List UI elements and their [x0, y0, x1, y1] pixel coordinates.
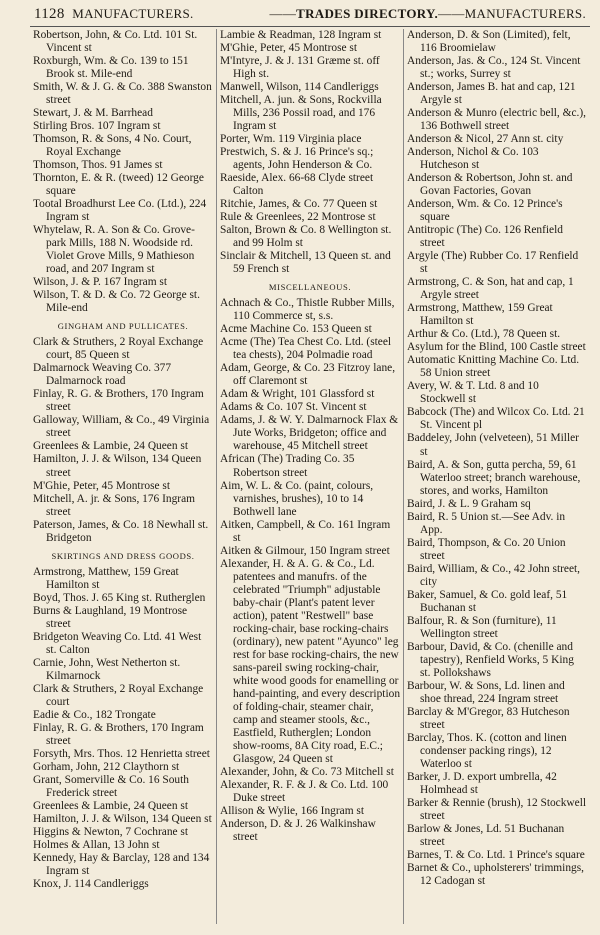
- directory-entry: Adams & Co. 107 St. Vincent st: [220, 401, 367, 414]
- directory-entry: Porter, Wm. 119 Virginia place: [220, 133, 362, 146]
- directory-entry: Wilson, J. & P. 167 Ingram st: [33, 276, 168, 289]
- directory-entry: Mitchell, A. jun. & Sons, Rockvilla Mills, 236 Possil road, and 176 Ingram st: [220, 94, 382, 133]
- directory-entry: Greenlees & Lambie, 24 Queen st: [33, 799, 188, 812]
- directory-entry: Higgins & Newton, 7 Cochrane st: [33, 825, 189, 838]
- directory-entry: Sinclair & Mitchell, 13 Queen st. and 59 French st: [220, 250, 391, 276]
- directory-entry: Baddeley, John (velveteen), 51 Miller st: [407, 432, 579, 458]
- section-heading: SKIRTINGS AND DRESS GOODS.: [51, 550, 195, 561]
- directory-entry: Carnie, John, West Netherton st. Kilmarnock: [33, 656, 181, 682]
- directory-entry: Smith, W. & J. G. & Co. 388 Swanston street: [33, 81, 212, 107]
- directory-entry: Prestwich, S. & J. 16 Prince's sq.; agents, John Henderson & Co.: [220, 146, 374, 172]
- directory-entry: Baird, Thompson, & Co. 20 Union street: [407, 536, 566, 562]
- directory-entry: Anderson, D. & J. 26 Walkinshaw street: [220, 817, 376, 843]
- directory-entry: Acme Machine Co. 153 Queen st: [220, 323, 372, 336]
- directory-entry: Armstrong, C. & Son, hat and cap, 1 Argyle street: [407, 276, 574, 302]
- directory-entry: Aim, W. L. & Co. (paint, colours, varnishes, brushes), 10 to 14 Bothwell lane: [220, 479, 374, 518]
- directory-entry: Anderson, D. & Son (Limited), felt, 116 Broomielaw: [407, 29, 571, 55]
- header-center: TRADES DIRECTORY.: [296, 6, 439, 21]
- directory-entry: Ritchie, James, & Co. 77 Queen st: [220, 198, 378, 211]
- directory-entry: Anderson, James B. hat and cap, 121 Argyle st: [407, 81, 576, 107]
- directory-entry: Allison & Wylie, 166 Ingram st: [220, 804, 365, 817]
- directory-entry: Finlay, R. G. & Brothers, 170 Ingram street: [33, 721, 204, 747]
- directory-entry: Whytelaw, R. A. Son & Co. Grove-park Mills, 188 N. Woodside rd. Violet Grove Mills, 9 Mathieson road, and 207 Ingram st: [33, 224, 195, 276]
- directory-entry: Arthur & Co. (Ltd.), 78 Queen st.: [407, 328, 561, 341]
- directory-entry: Barclay & M'Gregor, 83 Hutcheson street: [407, 705, 570, 731]
- directory-entry: Baird, R. 5 Union st.—See Adv. in App.: [407, 510, 566, 536]
- directory-entry: Roxburgh, Wm. & Co. 139 to 151 Brook st. Mile-end: [33, 55, 189, 81]
- section-heading: GINGHAM AND PULLICATES.: [57, 321, 189, 332]
- directory-entry: Automatic Knitting Machine Co. Ltd. 58 Union street: [407, 354, 580, 380]
- directory-entry: Aitken, Campbell, & Co. 161 Ingram st: [220, 518, 391, 544]
- directory-entry: Barker & Rennie (brush), 12 Stockwell street: [407, 796, 587, 822]
- directory-entry: Kennedy, Hay & Barclay, 128 and 134 Ingram st: [33, 851, 210, 877]
- directory-entry: Barnes, T. & Co. Ltd. 1 Prince's square: [407, 848, 585, 861]
- directory-entry: Baird, J. & L. 9 Graham sq: [407, 497, 531, 510]
- directory-entry: Grant, Somerville & Co. 16 South Frederick street: [33, 773, 189, 799]
- header-right: MANUFACTURERS.: [464, 6, 586, 21]
- directory-entry: Asylum for the Blind, 100 Castle street: [407, 341, 586, 354]
- directory-entry: Thomson, Thos. 91 James st: [33, 159, 163, 172]
- directory-entry: Barbour, David, & Co. (chenille and tapestry), Renfield Works, 5 King st. Pollokshaws: [407, 640, 574, 679]
- directory-entry: Acme (The) Tea Chest Co. Ltd. (steel tea chests), 204 Polmadie road: [220, 336, 392, 362]
- directory-entry: Holmes & Allan, 13 John st: [33, 838, 160, 851]
- directory-entry: Adam, George, & Co. 23 Fitzroy lane, off Claremont st: [220, 362, 396, 388]
- column-1: [30, 29, 216, 924]
- directory-entry: Stewart, J. & M. Barrhead: [33, 107, 153, 120]
- directory-entry: Barclay, Thos. K. (cotton and linen condenser packing rings), 12 Waterloo st: [407, 731, 567, 770]
- directory-entry: Robertson, John, & Co. Ltd. 101 St. Vincent st: [33, 29, 198, 55]
- directory-entry: Knox, J. 114 Candleriggs: [33, 877, 149, 890]
- directory-entry: Argyle (The) Rubber Co. 17 Renfield st: [407, 250, 579, 276]
- directory-entry: Anderson, Jas. & Co., 124 St. Vincent st.; works, Surrey st: [407, 55, 581, 81]
- directory-entry: Forsyth, Mrs. Thos. 12 Henrietta street: [33, 747, 210, 760]
- directory-entry: Gorham, John, 212 Claythorn st: [33, 760, 180, 773]
- directory-entry: Thomson, R. & Sons, 4 No. Court, Royal Exchange: [33, 133, 192, 159]
- directory-entry: Antitropic (The) Co. 126 Renfield street: [407, 224, 563, 250]
- directory-entry: Clark & Struthers, 2 Royal Exchange court, 85 Queen st: [33, 336, 204, 362]
- directory-entry: Barnet & Co., upholsterers' trimmings, 12 Cadogan st: [407, 862, 585, 888]
- header-dash-right: ——: [438, 6, 465, 21]
- directory-entry: Baker, Samuel, & Co. gold leaf, 51 Buchanan st: [407, 588, 568, 614]
- column-3: [403, 29, 590, 924]
- directory-entry: Aitken & Gilmour, 150 Ingram street: [220, 544, 390, 557]
- directory-entry: Anderson & Munro (electric bell, &c.), 136 Bothwell street: [407, 107, 587, 133]
- column-2: [216, 29, 403, 924]
- running-header: [30, 6, 590, 27]
- directory-entry: Alexander, R. F. & J. & Co. Ltd. 100 Duke street: [220, 778, 389, 804]
- directory-entry: M'Ghie, Peter, 45 Montrose st: [33, 479, 171, 492]
- directory-entry: Barbour, W. & Sons, Ld. linen and shoe thread, 224 Ingram street: [407, 679, 565, 705]
- directory-entry: Balfour, R. & Son (furniture), 11 Wellington street: [407, 614, 557, 640]
- directory-entry: Armstrong, Matthew, 159 Great Hamilton st: [33, 565, 179, 591]
- directory-entry: Manwell, Wilson, 114 Candleriggs: [220, 81, 379, 94]
- directory-entry: Salton, Brown & Co. 8 Wellington st. and 99 Holm st: [220, 224, 392, 250]
- directory-entry: M'Ghie, Peter, 45 Montrose st: [220, 42, 358, 55]
- header-left: MANUFACTURERS.: [72, 6, 194, 21]
- directory-entry: Hamilton, J. J. & Wilson, 134 Queen street: [33, 453, 202, 479]
- directory-entry: Armstrong, Matthew, 159 Great Hamilton st: [407, 302, 553, 328]
- directory-entry: Lambie & Readman, 128 Ingram st: [220, 29, 382, 41]
- directory-entry: Bridgeton Weaving Co. Ltd. 41 West st. Calton: [33, 630, 202, 656]
- directory-entry: Burns & Laughland, 19 Montrose street: [33, 604, 188, 630]
- directory-entry: Babcock (The) and Wilcox Co. Ltd. 21 St. Vincent pl: [407, 406, 585, 432]
- directory-entry: Thornton, E. & R. (tweed) 12 George square: [33, 172, 204, 198]
- directory-entry: Adams, J. & W. Y. Dalmarnock Flax & Jute Works, Bridgeton; office and warehouse, 45 Mitchell street: [220, 414, 399, 453]
- directory-entry: Barlow & Jones, Ld. 51 Buchanan street: [407, 822, 565, 848]
- directory-entry: Baird, William, & Co., 42 John street, city: [407, 562, 581, 588]
- directory-entry: Wilson, T. & D. & Co. 72 George st. Mile-end: [33, 289, 200, 315]
- directory-entry: Anderson & Nicol, 27 Ann st. city: [407, 133, 564, 146]
- directory-entry: Anderson, Nichol & Co. 103 Hutcheson st: [407, 146, 539, 172]
- directory-entry: Barker, J. D. export umbrella, 42 Holmhead st: [407, 770, 557, 796]
- header-dash-left: ——: [269, 6, 297, 21]
- section-heading: MISCELLANEOUS.: [268, 282, 352, 293]
- directory-entry: Baird, A. & Son, gutta percha, 59, 61 Waterloo street; branch warehouse, stores, and works, Hamilton: [407, 458, 581, 497]
- directory-entry: Alexander, H. & A. G. & Co., Ld. patentees and manufrs. of the celebrated "Triumph" adjustable baby-chair (Plant's patent lever action), patent "Restwell" base rocking-chair, base rocking-chairs (ordinary), new patent "Ayunco" leg rest for base rocking-chairs, the new sans-pareil swing rocking-chair, white wood goods for enamelling or hand-painting, and every description of folding-chair, steamer chair, camp and steamer stools, &c., Eastfield, Rutherglen; London show-rooms, 8A City road, E.C.; Glasgow, 24 Queen st: [220, 557, 401, 765]
- directory-entry: Clark & Struthers, 2 Royal Exchange court: [33, 682, 204, 708]
- directory-entry: Avery, W. & T. Ltd. 8 and 10 Stockwell st: [407, 380, 539, 406]
- directory-entry: Galloway, William, & Co., 49 Virginia street: [33, 414, 210, 440]
- directory-entry: Mitchell, A. jr. & Sons, 176 Ingram street: [33, 492, 195, 518]
- columns: [30, 29, 590, 924]
- directory-entry: Anderson & Robertson, John st. and Govan Factories, Govan: [407, 172, 573, 198]
- directory-entry: Stirling Bros. 107 Ingram st: [33, 120, 161, 133]
- directory-entry: Achnach & Co., Thistle Rubber Mills, 110 Commerce st, s.s.: [220, 297, 395, 323]
- directory-entry: Adam & Wright, 101 Glassford st: [220, 388, 375, 401]
- directory-entry: M'Intyre, J. & J. 131 Græme st. off High st.: [220, 55, 380, 81]
- directory-entry: Greenlees & Lambie, 24 Queen st: [33, 440, 188, 453]
- directory-entry: Rule & Greenlees, 22 Montrose st: [220, 211, 376, 224]
- page-number: 1128: [34, 6, 65, 22]
- directory-entry: Eadie & Co., 182 Trongate: [33, 708, 156, 721]
- directory-entry: Anderson, Wm. & Co. 12 Prince's square: [407, 198, 563, 224]
- directory-entry: Finlay, R. G. & Brothers, 170 Ingram street: [33, 388, 204, 414]
- directory-entry: Alexander, John, & Co. 73 Mitchell st: [220, 765, 394, 778]
- directory-entry: Dalmarnock Weaving Co. 377 Dalmarnock road: [33, 362, 172, 388]
- directory-entry: African (The) Trading Co. 35 Robertson street: [220, 453, 355, 479]
- directory-entry: Hamilton, J. J. & Wilson, 134 Queen st: [33, 812, 212, 825]
- directory-entry: Raeside, Alex. 66-68 Clyde street Calton: [220, 172, 374, 198]
- directory-entry: Boyd, Thos. J. 65 King st. Rutherglen: [33, 591, 206, 604]
- directory-entry: Paterson, James, & Co. 18 Newhall st. Bridgeton: [33, 518, 209, 544]
- directory-entry: Tootal Broadhurst Lee Co. (Ltd.), 224 Ingram st: [33, 198, 207, 224]
